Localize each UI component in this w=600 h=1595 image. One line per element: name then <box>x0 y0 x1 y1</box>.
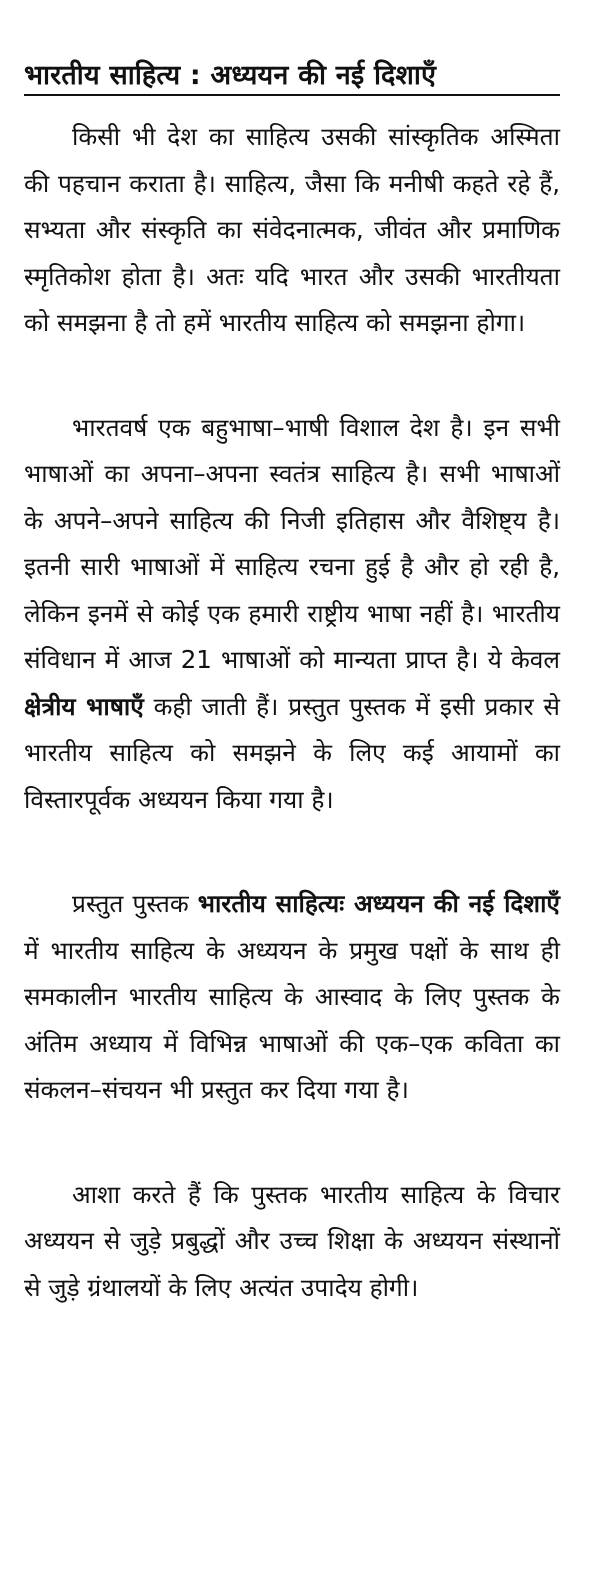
paragraph-3 <box>24 881 560 1114</box>
paragraph-4-text: आशा करते हैं कि पुस्तक भारतीय साहित्य के विचार अध्ययन से जुड़े प्रबुद्धों और उच्च शिक्षा के अध्ययन संस्थानों से जुड़े ग्रंथालयों के लिए अत्यंत उपादेय होगी। <box>24 1179 560 1302</box>
paragraph-1-text: किसी भी देश का साहित्य उसकी सांस्कृतिक अस्मिता की पहचान कराता है। साहित्य, जैसा कि मनीषी कहते रहे हैं, सभ्यता और संस्कृति का संवेदनात्मक, जीवंत और प्रमाणिक स्मृतिकोश होता है। अतः यदि भारत और उसकी भारतीयता को समझना है तो हमें भारतीय साहित्य को समझना होगा। <box>24 122 560 337</box>
paragraph-2-text-1: भारतवर्ष एक बहुभाषा–भाषी विशाल देश है। इन सभी भाषाओं का अपना–अपना स्वतंत्र साहित्य है। सभी भाषाओं के अपने–अपने साहित्य की निजी इतिहास और वैशिष्ट्य है। इतनी सारी भाषाओं में साहित्य रचना हुई है और हो रही है, लेकिन इनमें से कोई एक हमारी राष्ट्रीय भाषा नहीं है। भारतीय संविधान में आज 21 भाषाओं को मान्यता प्राप्त है। ये केवल <box>24 412 560 674</box>
paragraph-2 <box>24 405 560 824</box>
title-underline <box>24 94 560 96</box>
paragraph-4 <box>24 1172 560 1312</box>
paragraph-2-bold-term: क्षेत्रीय भाषाएँ <box>24 691 144 721</box>
paragraph-3-book-title: भारतीय साहित्यः अध्ययन की नई दिशाएँ <box>197 889 560 918</box>
page-title: भारतीय साहित्य : अध्ययन की नई दिशाएँ <box>24 60 437 91</box>
paragraph-3-text-1: प्रस्तुत पुस्तक <box>72 889 198 918</box>
paragraph-2-text-2: कही जाती हैं। प्रस्तुत पुस्तक में इसी प्रकार से भारतीय साहित्य को समझने के लिए कई आयामों का विस्तारपूर्वक अध्ययन किया गया है। <box>24 691 560 814</box>
paragraph-1 <box>24 114 560 347</box>
paragraph-3-text-2: में भारतीय साहित्य के अध्ययन के प्रमुख पक्षों के साथ ही समकालीन भारतीय साहित्य के आस्वाद के लिए पुस्तक के अंतिम अध्याय में विभिन्न भाषाओं की एक–एक कविता का संकलन–संचयन भी प्रस्तुत कर दिया गया है। <box>24 935 560 1104</box>
